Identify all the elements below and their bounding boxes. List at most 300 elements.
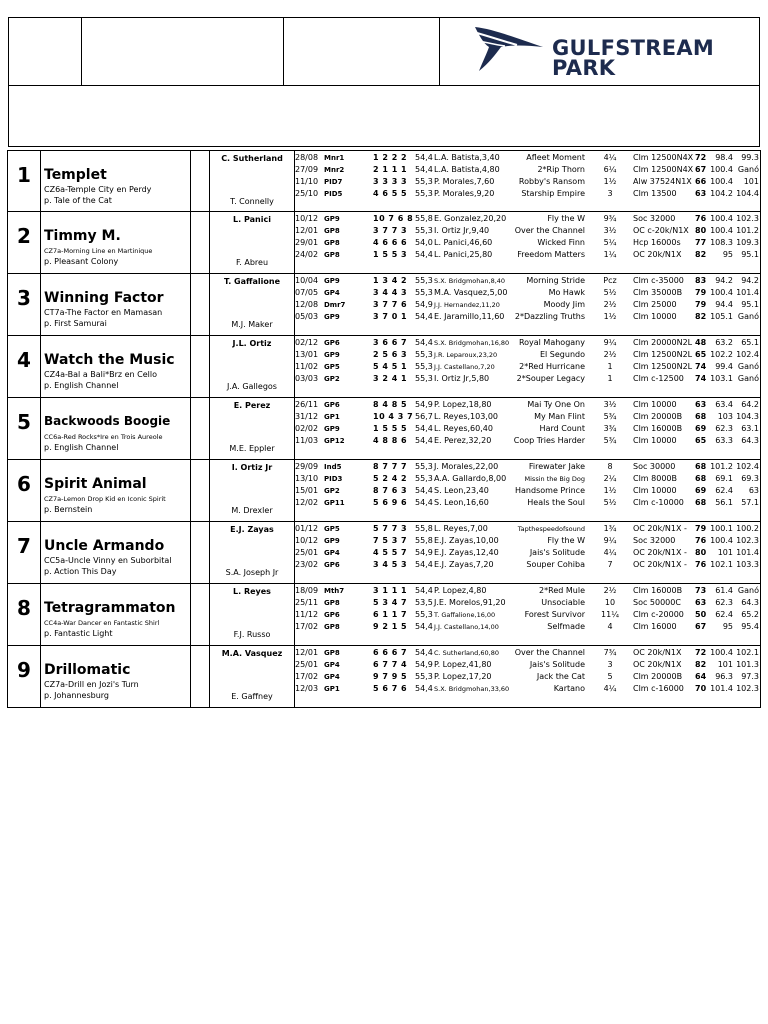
figure-one: 62.3: [715, 598, 733, 607]
weight: 54,4: [415, 250, 433, 259]
figure-two: 99.3: [741, 153, 759, 162]
race-jockey-odds: L. Reyes,103,00: [434, 412, 499, 421]
race-class: Clm 12500N4X: [633, 165, 694, 174]
past-performance-lines: [295, 152, 760, 200]
beaten-margin: 9¼: [603, 338, 617, 347]
race-winner: 2*Souper Legacy: [516, 374, 585, 383]
beaten-margin: 5: [607, 672, 613, 681]
race-class: OC 20k/N1X -: [633, 548, 687, 557]
horse-breeding: CC5a-Uncle Vinny en Suborbital: [44, 556, 172, 565]
race-class: Clm 12500N4X: [633, 153, 694, 162]
past-performance-line: [295, 559, 760, 571]
race-date: 05/03: [295, 312, 319, 321]
race-winner: Coop Tries Harder: [513, 436, 585, 445]
column-divider: [40, 522, 41, 583]
weight: 54,4: [415, 498, 433, 507]
race-jockey-odds: S. Leon,16,60: [434, 498, 489, 507]
figure-one: 101: [717, 548, 733, 557]
figure-one: 95: [722, 622, 733, 631]
race-jockey-odds: J.E. Morelos,91,20: [434, 598, 506, 607]
figure-one: 95: [722, 250, 733, 259]
weight: 55,8: [415, 524, 433, 533]
race-date: 10/04: [295, 276, 319, 285]
speed-figure: 48: [695, 338, 707, 347]
race-date: 12/01: [295, 226, 319, 235]
figure-one: 96.3: [715, 672, 733, 681]
figure-two: 95.4: [741, 622, 759, 631]
speed-figure: 68: [695, 412, 707, 421]
weight: 54,4: [415, 486, 433, 495]
figure-two: 100.2: [736, 524, 759, 533]
past-performance-line: [295, 349, 760, 361]
weight: 54,4: [415, 622, 433, 631]
entry-row: [7, 584, 761, 646]
beaten-margin: 1¼: [603, 250, 617, 259]
speed-figure: 72: [695, 153, 707, 162]
column-divider: [190, 212, 191, 273]
running-positions: 3 4 4 3: [373, 288, 408, 297]
figure-two: 64.3: [741, 436, 759, 445]
race-date: 25/01: [295, 548, 319, 557]
running-positions: 10 7 6 8: [373, 214, 414, 223]
race-date: 07/05: [295, 288, 319, 297]
past-performance-line: [295, 497, 760, 509]
past-performance-lines: [295, 585, 760, 633]
figure-two: 109.3: [736, 238, 759, 247]
race-date: 02/02: [295, 424, 319, 433]
post-position: 3: [17, 286, 31, 310]
horse-name: Watch the Music: [44, 352, 175, 368]
past-performance-line: [295, 597, 760, 609]
past-performance-lines: [295, 461, 760, 509]
past-performance-line: [295, 485, 760, 497]
past-performance-line: [295, 275, 760, 287]
figure-two: 95.1: [741, 300, 759, 309]
figure-two: 101.2: [736, 226, 759, 235]
weight: 55,3: [415, 177, 433, 186]
race-winner: Moody Jim: [543, 300, 585, 309]
horse-name: Timmy M.: [44, 228, 121, 244]
race-class: Soc 50000C: [633, 598, 681, 607]
race-jockey-odds: J. Morales,22,00: [434, 462, 499, 471]
weight: 54,4: [415, 684, 433, 693]
beaten-margin: 4: [607, 622, 613, 631]
running-positions: 9 7 9 5: [373, 672, 408, 681]
post-position: 8: [17, 596, 31, 620]
race-winner: Starship Empire: [521, 189, 585, 198]
race-track: GP4: [324, 661, 340, 669]
column-divider: [190, 336, 191, 397]
horse-breeding: CC6a-Red Rocks*Ire en Trois Aureole: [44, 433, 163, 441]
beaten-margin: 1¾: [603, 524, 617, 533]
figure-two: 102.3: [736, 684, 759, 693]
post-position: 6: [17, 472, 31, 496]
race-class: OC 20k/N1X -: [633, 524, 687, 533]
running-positions: 5 7 7 3: [373, 524, 408, 533]
race-winner: Kartano: [553, 684, 585, 693]
speed-figure: 70: [695, 684, 707, 693]
race-jockey-odds: E. Perez,32,20: [434, 436, 492, 445]
entry-row: [7, 336, 761, 398]
weight: 55,3: [415, 462, 433, 471]
race-winner: Mai Ty One On: [527, 400, 585, 409]
running-positions: 1 2 2 2: [373, 153, 408, 162]
horse-sire: p. First Samurai: [44, 319, 107, 328]
figure-one: 101.4: [710, 684, 733, 693]
speed-figure: 74: [695, 362, 707, 371]
race-class: Soc 32000: [633, 214, 676, 223]
post-position: 5: [17, 410, 31, 434]
race-winner: Souper Cohiba: [526, 560, 585, 569]
header-divider: [81, 18, 82, 85]
race-class: Clm c-16000: [633, 684, 684, 693]
weight: 54,4: [415, 586, 433, 595]
race-class: Clm 16000: [633, 622, 677, 631]
race-date: 29/01: [295, 238, 319, 247]
figure-two: 65.1: [741, 338, 759, 347]
column-divider: [40, 398, 41, 459]
beaten-margin: 3½: [603, 226, 617, 235]
figure-one: 100.4: [710, 288, 733, 297]
past-performance-line: [295, 659, 760, 671]
past-performance-lines: [295, 647, 760, 695]
past-performance-line: [295, 435, 760, 447]
jockey-name: I. Ortiz Jr: [231, 463, 273, 472]
figure-one: 62.4: [715, 486, 733, 495]
speed-figure: 64: [695, 672, 707, 681]
beaten-margin: 6¼: [603, 165, 617, 174]
race-winner: 2*Dazzling Truths: [514, 312, 585, 321]
column-divider: [40, 212, 41, 273]
figure-two: Ganó: [737, 586, 759, 595]
figure-two: 65.2: [741, 610, 759, 619]
figure-one: 62.4: [715, 610, 733, 619]
horse-sire: p. Pleasant Colony: [44, 257, 119, 266]
figure-two: 63.1: [741, 424, 759, 433]
figure-two: 103.3: [736, 560, 759, 569]
figure-one: 104.2: [710, 189, 733, 198]
trainer-name: M.E. Eppler: [229, 444, 275, 453]
race-date: 11/03: [295, 436, 319, 445]
horse-sire: p. Action This Day: [44, 567, 117, 576]
past-performance-line: [295, 535, 760, 547]
running-positions: 8 7 7 7: [373, 462, 408, 471]
race-date: 26/11: [295, 400, 319, 409]
weight: 54,4: [415, 153, 433, 162]
figure-two: 97.3: [741, 672, 759, 681]
race-jockey-odds: L. Reyes,7,00: [434, 524, 488, 533]
past-performance-lines: [295, 399, 760, 447]
race-jockey-odds: P. Lopez,41,80: [434, 660, 492, 669]
beaten-margin: 4¼: [603, 684, 617, 693]
figure-two: 94.2: [741, 276, 759, 285]
race-track: GP8: [324, 227, 340, 235]
figure-one: 100.4: [710, 226, 733, 235]
beaten-margin: 9¾: [603, 214, 617, 223]
race-class: Clm 12500N2L: [633, 350, 693, 359]
race-winner: Selfmade: [547, 622, 585, 631]
beaten-margin: 1½: [603, 486, 617, 495]
speed-figure: 68: [695, 474, 707, 483]
race-date: 03/03: [295, 374, 319, 383]
beaten-margin: 11¼: [601, 610, 619, 619]
speed-figure: 79: [695, 288, 707, 297]
horse-breeding: CZ7a-Lemon Drop Kid en Iconic Spirit: [44, 495, 166, 503]
race-track: GP6: [324, 611, 340, 619]
past-performance-line: [295, 473, 760, 485]
figure-two: Ganó: [737, 374, 759, 383]
weight: 54,4: [415, 424, 433, 433]
trainer-name: F. Abreu: [235, 258, 269, 267]
beaten-margin: 1½: [603, 312, 617, 321]
race-class: OC 20k/N1X: [633, 660, 682, 669]
race-class: Clm 20000B: [633, 412, 683, 421]
trainer-name: M.J. Maker: [231, 320, 273, 329]
past-performance-line: [295, 152, 760, 164]
race-class: OC 20k/N1X: [633, 250, 682, 259]
race-class: Alw 37524N1X: [633, 177, 692, 186]
race-jockey-odds: P. Morales,9,20: [434, 189, 495, 198]
past-performance-line: [295, 237, 760, 249]
race-jockey-odds: L. Panici,25,80: [434, 250, 493, 259]
race-winner: 2*Red Hurricane: [519, 362, 585, 371]
past-performance-line: [295, 411, 760, 423]
past-performance-line: [295, 249, 760, 261]
race-date: 10/12: [295, 536, 319, 545]
weight: 54,4: [415, 648, 433, 657]
race-class: Clm 25000: [633, 300, 677, 309]
race-winner: Forest Survivor: [524, 610, 585, 619]
race-date: 29/09: [295, 462, 319, 471]
figure-two: 102.4: [736, 462, 759, 471]
figure-one: 100.1: [710, 524, 733, 533]
horse-breeding: CZ4a-Bal a Bali*Brz en Cello: [44, 370, 157, 379]
horse-breeding: CC4a-War Dancer en Fantastic Shirl: [44, 619, 160, 627]
running-positions: 3 4 5 3: [373, 560, 408, 569]
horse-breeding: CZ6a-Temple City en Perdy: [44, 185, 152, 194]
trainer-name: F.J. Russo: [233, 630, 271, 639]
speed-figure: 76: [695, 536, 707, 545]
weight: 55,3: [415, 350, 433, 359]
beaten-margin: 5¾: [603, 436, 617, 445]
beaten-margin: 1: [607, 374, 613, 383]
weight: 56,7: [415, 412, 433, 421]
jockey-name: T. Gaffalione: [223, 277, 280, 286]
running-positions: 5 2 4 2: [373, 474, 408, 483]
race-winner: Wicked Finn: [537, 238, 585, 247]
beaten-margin: 5¼: [603, 238, 617, 247]
weight: 54,9: [415, 300, 433, 309]
running-positions: 2 1 1 1: [373, 165, 408, 174]
column-divider: [190, 398, 191, 459]
figure-two: 102.1: [736, 648, 759, 657]
race-track: GP8: [324, 239, 340, 247]
figure-two: 95.1: [741, 250, 759, 259]
race-track: PID7: [324, 178, 343, 186]
race-date: 17/02: [295, 672, 319, 681]
race-track: GP9: [324, 313, 340, 321]
race-class: Clm c-20000: [633, 610, 684, 619]
jockey-name: L. Reyes: [233, 587, 271, 596]
figure-two: 104.3: [736, 412, 759, 421]
horse-name: Spirit Animal: [44, 476, 147, 492]
race-date: 17/02: [295, 622, 319, 631]
race-jockey-odds: P. Lopez,18,80: [434, 400, 492, 409]
weight: 54,4: [415, 560, 433, 569]
race-date: 27/09: [295, 165, 319, 174]
race-date: 02/12: [295, 338, 319, 347]
race-jockey-odds: P. Morales,7,60: [434, 177, 495, 186]
figure-one: 99.4: [715, 362, 733, 371]
figure-two: 64.2: [741, 400, 759, 409]
race-winner: Missin the Big Dog: [524, 475, 585, 483]
race-class: Hcp 16000s: [633, 238, 681, 247]
weight: 55,3: [415, 672, 433, 681]
speed-figure: 63: [695, 598, 707, 607]
trainer-name: M. Drexler: [231, 506, 273, 515]
figure-one: 103.1: [710, 374, 733, 383]
horse-sire: p. Johannesburg: [44, 691, 109, 700]
past-performance-lines: [295, 337, 760, 385]
race-date: 28/08: [295, 153, 319, 162]
figure-two: 63: [748, 486, 759, 495]
figure-one: 98.4: [715, 153, 733, 162]
past-performance-line: [295, 225, 760, 237]
horse-name: Drillomatic: [44, 662, 131, 678]
post-position: 9: [17, 658, 31, 682]
race-class: Soc 30000: [633, 462, 676, 471]
race-winner: Jais's Solitude: [529, 548, 585, 557]
race-winner: Heals the Soul: [527, 498, 585, 507]
race-date: 10/12: [295, 214, 319, 223]
race-winner: Royal Mahogany: [518, 338, 585, 347]
logo-text-line1: GULFSTREAM: [552, 36, 715, 60]
race-class: Clm 12500N2L: [633, 362, 693, 371]
race-class: Clm c-35000: [633, 276, 684, 285]
past-performance-line: [295, 164, 760, 176]
running-positions: 4 5 5 7: [373, 548, 408, 557]
speed-figure: 83: [695, 276, 707, 285]
figure-one: 63.4: [715, 400, 733, 409]
post-position: 2: [17, 224, 31, 248]
beaten-margin: 1: [607, 362, 613, 371]
race-track: GP1: [324, 685, 340, 693]
post-position: 7: [17, 534, 31, 558]
header-divider: [283, 18, 284, 85]
figure-one: 56.1: [715, 498, 733, 507]
column-divider: [40, 336, 41, 397]
running-positions: 8 4 8 5: [373, 400, 408, 409]
beaten-margin: 3: [607, 189, 613, 198]
race-track: GP5: [324, 525, 340, 533]
beaten-margin: 2½: [603, 586, 617, 595]
logo-text-line2: PARK: [552, 56, 616, 80]
figure-two: 102.3: [736, 214, 759, 223]
race-class: Clm 10000: [633, 400, 677, 409]
race-track: GP6: [324, 339, 340, 347]
weight: 55,3: [415, 226, 433, 235]
race-track: GP1: [324, 413, 340, 421]
beaten-margin: 1½: [603, 177, 617, 186]
figure-one: 62.3: [715, 424, 733, 433]
weight: 54,4: [415, 312, 433, 321]
column-divider: [190, 522, 191, 583]
jockey-name: J.L. Ortiz: [232, 339, 272, 348]
race-jockey-odds: S.X. Bridgmohan,8,40: [434, 277, 506, 285]
race-jockey-odds: S.X. Bridgmohan,16,80: [434, 339, 510, 347]
past-performance-line: [295, 361, 760, 373]
race-jockey-odds: J.J. Hernandez,11,20: [434, 301, 500, 309]
speed-figure: 67: [695, 165, 707, 174]
weight: 55,3: [415, 610, 433, 619]
race-date: 13/01: [295, 350, 319, 359]
weight: 53,5: [415, 598, 433, 607]
speed-figure: 77: [695, 238, 707, 247]
speed-figure: 79: [695, 524, 707, 533]
jockey-name: C. Sutherland: [221, 154, 283, 163]
entry-row: [7, 274, 761, 336]
past-performance-line: [295, 683, 760, 695]
speed-figure: 65: [695, 436, 707, 445]
speed-figure: 65: [695, 350, 707, 359]
race-track: Mnr2: [324, 166, 345, 174]
race-track: Ind5: [324, 463, 342, 471]
figure-one: 101: [717, 660, 733, 669]
race-track: GP9: [324, 537, 340, 545]
race-winner: Freedom Matters: [517, 250, 585, 259]
race-class: Clm 10000: [633, 486, 677, 495]
beaten-margin: 2½: [603, 300, 617, 309]
running-positions: 4 6 5 5: [373, 189, 408, 198]
speed-figure: 68: [695, 498, 707, 507]
race-jockey-odds: E. Gonzalez,20,20: [434, 214, 507, 223]
race-jockey-odds: J.J. Castellano,14,00: [434, 623, 499, 631]
running-positions: 4 8 8 6: [373, 436, 408, 445]
running-positions: 6 6 6 7: [373, 648, 408, 657]
race-class: OC c-20k/N1X: [633, 226, 689, 235]
speed-figure: 50: [695, 610, 707, 619]
horse-sire: p. English Channel: [44, 381, 119, 390]
weight: 55,3: [415, 276, 433, 285]
past-performance-line: [295, 213, 760, 225]
figure-two: 102.3: [736, 536, 759, 545]
header-bottom-row: [8, 85, 760, 147]
figure-one: 100.4: [710, 165, 733, 174]
race-class: Clm 16000B: [633, 586, 683, 595]
race-track: GP4: [324, 549, 340, 557]
speed-figure: 63: [695, 400, 707, 409]
past-performance-line: [295, 399, 760, 411]
race-jockey-odds: E.J. Zayas,12,40: [434, 548, 499, 557]
figure-one: 101.2: [710, 462, 733, 471]
race-class: Clm 8000B: [633, 474, 677, 483]
race-track: GP6: [324, 401, 340, 409]
beaten-margin: 3½: [603, 400, 617, 409]
running-positions: 10 4 3 7: [373, 412, 414, 421]
speed-figure: 68: [695, 462, 707, 471]
figure-one: 63.3: [715, 436, 733, 445]
running-positions: 4 6 6 6: [373, 238, 408, 247]
race-date: 23/02: [295, 560, 319, 569]
race-jockey-odds: I. Ortiz Jr,5,80: [434, 374, 490, 383]
entries-table: [7, 150, 761, 708]
program-header: [8, 17, 760, 147]
weight: 55,3: [415, 288, 433, 297]
race-jockey-odds: A.A. Gallardo,8,00: [434, 474, 507, 483]
entry-row: [7, 150, 761, 212]
past-performance-lines: [295, 275, 760, 323]
running-positions: 5 4 5 1: [373, 362, 408, 371]
